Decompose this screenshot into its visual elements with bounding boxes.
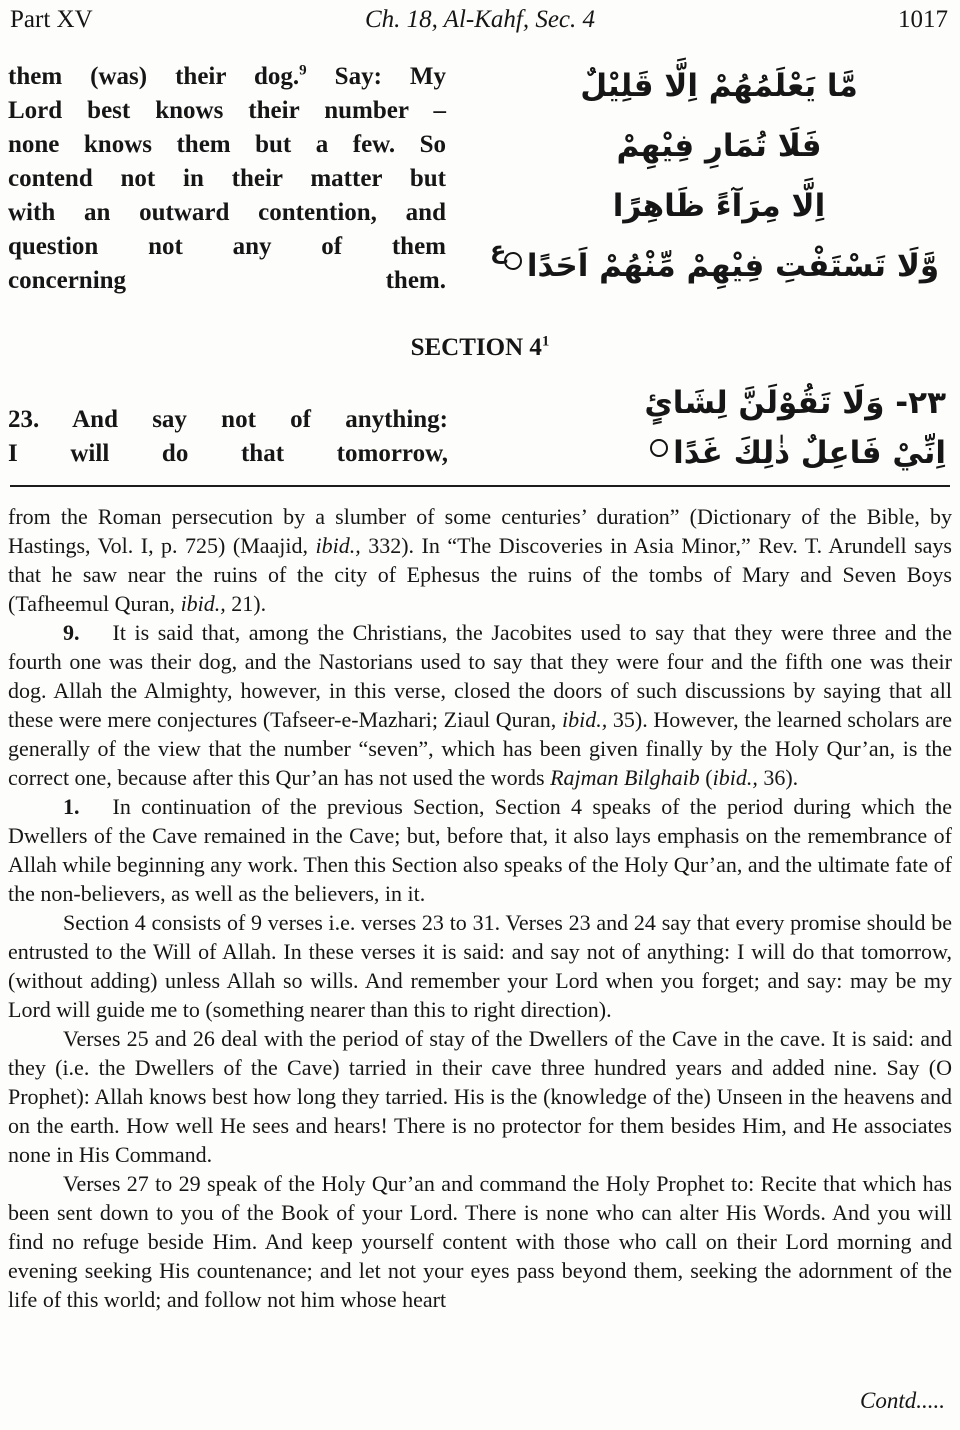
footnote-text: 1. bbox=[63, 794, 80, 819]
translation-line: none knows them but a few. So bbox=[8, 131, 446, 158]
footnote-text: 9. bbox=[63, 620, 80, 645]
verse23-arabic bbox=[490, 378, 950, 478]
footnote-paragraph bbox=[8, 792, 952, 908]
footnote-text: 35). However, the learned scholars are generally of the view that the number “seven”, which has been given finally by the Holy Qur’an, is the correct one, because after this Qur’an has not used the words bbox=[8, 707, 952, 790]
footnote-divider bbox=[10, 485, 950, 487]
footnote-text: In continuation of the previous Section, Section 4 speaks of the period during which the Dwellers of the Cave remained in the Cave; but, before that, it also lays emphasis on the remembrance of Allah while beginning any work. Then this Section also speaks of the Holy Qur’an, and the ultimate fate of the non-believers, as well as the believers, in it. bbox=[8, 794, 952, 906]
translation-line: concerning them. bbox=[8, 267, 446, 294]
footnote-text: Verses 25 and 26 deal with the period of stay of the Dwellers of the Cave in the cave. It is said: and they (i.e. the Dwellers of the Cave) tarried in their cave three hundred years and added nine. Say (O Prophet): Allah knows best how long they tarried. His is the (knowledge of the) Unseen in the heavens and on the earth. How well He sees and hears! There is no protector for them besides Him, and He associates none in His Command. bbox=[8, 1026, 952, 1167]
page-header bbox=[0, 6, 960, 38]
footnote-text: from the Roman persecution by a slumber of some centuries’ duration” (Dictionary of the Bible, by Hastings, Vol. I, p. 725) (Maajid, bbox=[8, 504, 952, 558]
translation-text: Say: My bbox=[306, 63, 447, 90]
footnote-text: ibid., bbox=[561, 707, 608, 732]
translation-line bbox=[8, 60, 446, 94]
footnote-text: ( bbox=[699, 765, 713, 790]
section-heading-text: SECTION 4 bbox=[410, 334, 542, 361]
arabic-line bbox=[490, 428, 946, 478]
verse22-translation bbox=[8, 60, 446, 298]
translation-text: them (was) their dog. bbox=[8, 63, 300, 90]
footnote-ref-1: 1 bbox=[541, 333, 550, 350]
part-label: Part XV bbox=[10, 6, 93, 33]
footnote-ref-9: 9 bbox=[299, 62, 307, 79]
footnote-text: ibid., bbox=[180, 591, 226, 616]
page-number: 1017 bbox=[898, 6, 948, 33]
translation-line: I will do that tomorrow, bbox=[8, 440, 448, 467]
translation-line: question not any of them bbox=[8, 233, 446, 260]
translation-line: with an outward contention, and bbox=[8, 199, 446, 226]
arabic-text: وَّلَا تَسْتَفْتِ فِيْهِمْ مِّنْهُمْ اَحَدًا bbox=[526, 248, 940, 284]
footnote-text: 332). In “The Discoveries in Asia Minor,” Rev. T. Arundell says that he saw near the ruins of the city of Ephesus the ruins of the tombs of Mary and Seven Boys (Tafheemul Quran, bbox=[8, 533, 952, 616]
section-heading bbox=[0, 334, 960, 362]
continued-label: Contd..... bbox=[860, 1388, 945, 1413]
arabic-line bbox=[488, 236, 950, 296]
footnote-text: ibid., bbox=[315, 533, 361, 558]
footnote-text: ibid., bbox=[712, 765, 758, 790]
footnote-paragraph bbox=[8, 618, 952, 792]
footnote-text: 21). bbox=[225, 591, 267, 616]
translation-line: contend not in their matter but bbox=[8, 165, 446, 192]
ayah-end-icon bbox=[504, 252, 522, 270]
arabic-line: ٢٣- وَلَا تَقُوْلَنَّ لِشَائٍ bbox=[644, 385, 946, 421]
verse22-arabic bbox=[488, 56, 950, 300]
footnote-text: Section 4 consists of 9 verses i.e. verses 23 to 31. Verses 23 and 24 say that every promise should be entrusted to the Will of Allah. In these verses it is said: and say not of anything: I will do that tomorrow, (without adding) unless Allah so wills. And remember your Lord when you forget; and say: may be my Lord will guide me to (something nearer than this to right direction). bbox=[8, 910, 952, 1022]
footnote-paragraph bbox=[8, 502, 952, 618]
arabic-line: فَلَا تُمَارِ فِيْهِمْ bbox=[616, 128, 822, 164]
ruku-marker-icon: ع bbox=[490, 236, 507, 264]
translation-line: 23. And say not of anything: bbox=[8, 406, 448, 433]
ayah-end-icon bbox=[650, 439, 668, 457]
arabic-text: اِنِّيْ فَاعِلٌ ذٰلِكَ غَدًا bbox=[673, 435, 946, 471]
footnote-text: It is said that, among the Christians, the Jacobites used to say that they were three and the fourth one was their dog, and the Nastorians used to say that they were four and the fifth one was their dog. Allah the Almighty, however, in this verse, closed the doors of such discussions by saying that all these were mere conjectures (Tafseer-e-Mazhari; Ziaul Quran, bbox=[8, 620, 952, 732]
footnote-text: Rajman Bilghaib bbox=[550, 765, 700, 790]
footnote-paragraph bbox=[8, 908, 952, 1024]
arabic-line: مَّا يَعْلَمُهُمْ اِلَّا قَلِيْلٌ bbox=[580, 68, 858, 104]
footnote-text: 36). bbox=[757, 765, 799, 790]
translation-line: Lord best knows their number – bbox=[8, 97, 446, 124]
footnote-paragraph bbox=[8, 1169, 952, 1314]
chapter-title: Ch. 18, Al-Kahf, Sec. 4 bbox=[364, 6, 596, 33]
footnote-text: Verses 27 to 29 speak of the Holy Qur’an and command the Holy Prophet to: Recite that which has been sent down to you of the Book of your Lord. There is none who can alter His Words. And you will find no refuge beside Him. And keep yourself content with those who call on their Lord morning and evening seeking His countenance; and let not your eyes pass beyond them, seeking the adornment of the life of this world; and follow not him whose heart bbox=[8, 1171, 952, 1312]
arabic-line: اِلَّا مِرَآءً ظَاهِرًا bbox=[612, 188, 826, 224]
footnotes bbox=[8, 502, 952, 1314]
verse23-translation bbox=[8, 403, 448, 471]
footnote-paragraph bbox=[8, 1024, 952, 1169]
